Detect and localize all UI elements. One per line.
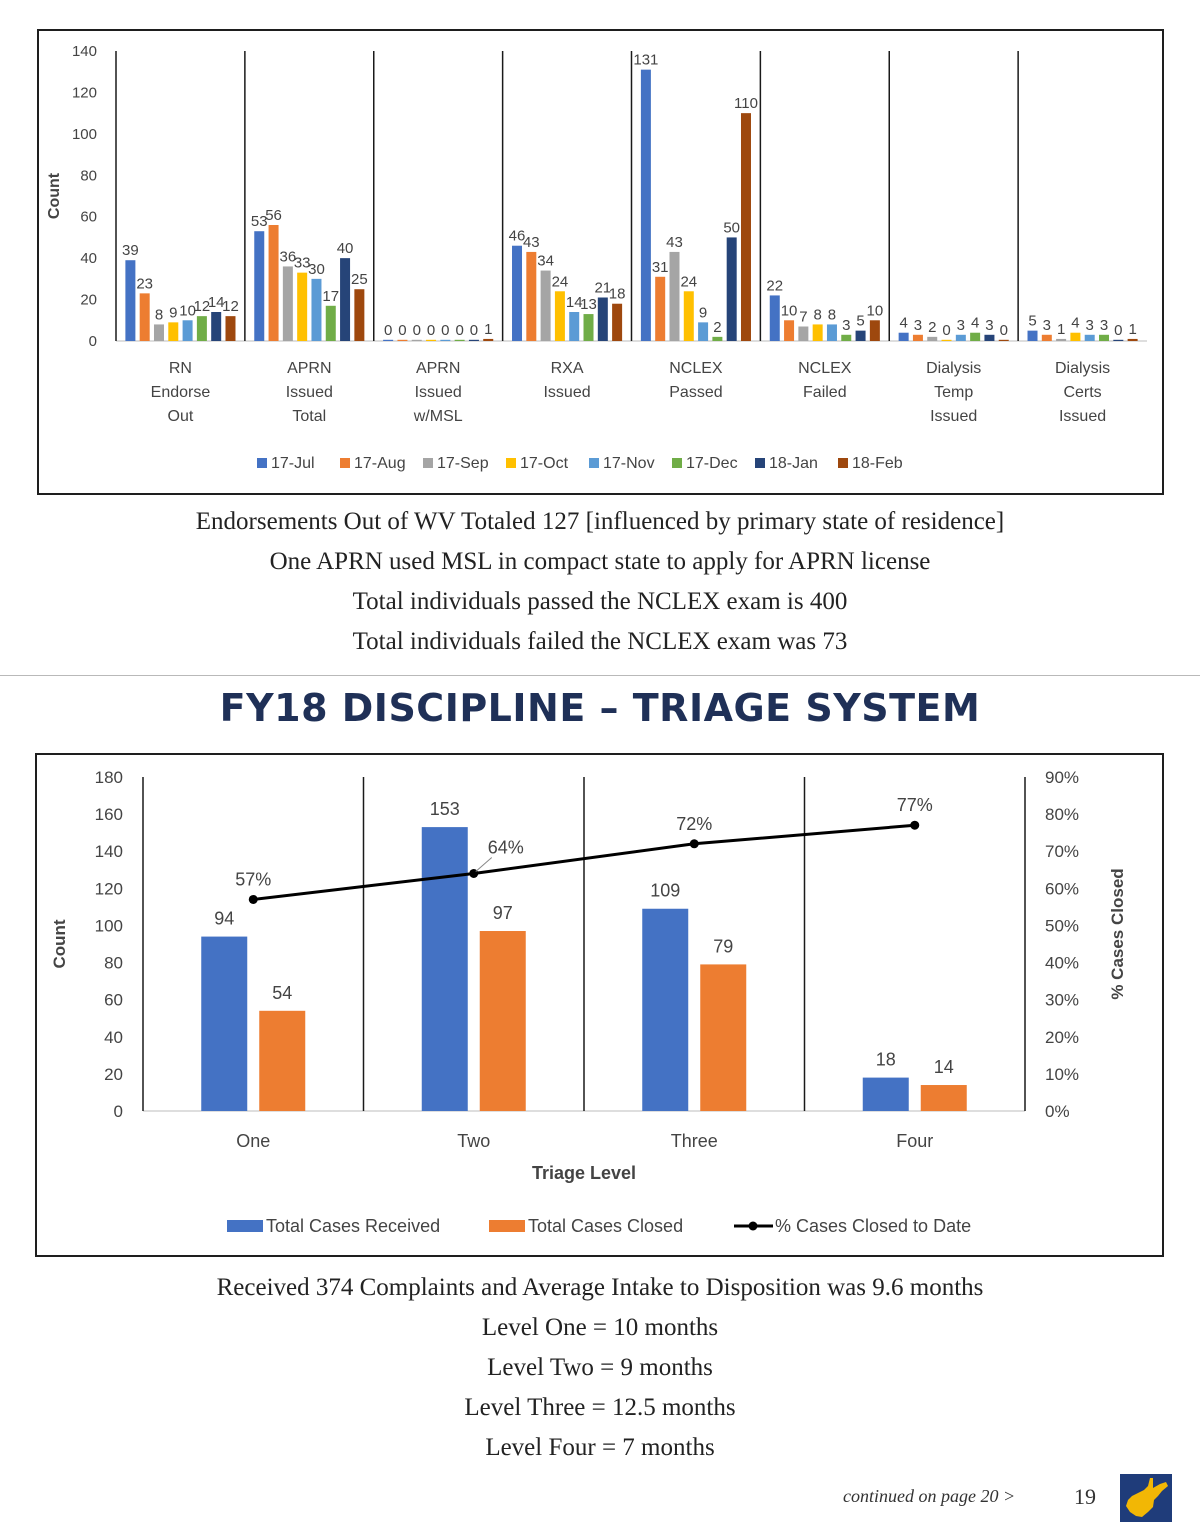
caption-nclex-failed: Total individuals failed the NCLEX exam was 73 <box>352 628 848 655</box>
data-label: 33 <box>293 254 311 272</box>
y2-tick-label: 20% <box>1045 1027 1080 1047</box>
pct-data-label: 64% <box>487 837 524 858</box>
data-label: 1 <box>1056 320 1066 338</box>
bar <box>455 340 465 341</box>
data-label: 0 <box>469 321 479 339</box>
data-label: 23 <box>136 275 154 293</box>
data-label: 1 <box>484 320 493 338</box>
legend-label: % Cases Closed to Date <box>775 1216 972 1236</box>
y-tick-label: 100 <box>94 916 123 936</box>
bar <box>512 246 522 341</box>
pct-data-label: 57% <box>235 869 272 890</box>
caption-endorsements: Endorsements Out of WV Totaled 127 [influenced by primary state of residence] <box>195 508 1005 535</box>
data-label: 8 <box>813 306 822 324</box>
y2-tick-label: 50% <box>1045 916 1080 936</box>
bar <box>397 340 407 341</box>
data-label: 0 <box>942 321 951 339</box>
legend-label: 17-Nov <box>603 455 655 472</box>
bar <box>1099 335 1109 341</box>
category-label: Two <box>457 1131 491 1151</box>
data-label: 2 <box>928 318 937 336</box>
data-label: 36 <box>279 248 297 266</box>
bar <box>354 289 364 341</box>
caption-level-one: Level One = 10 months <box>481 1314 719 1341</box>
bar <box>183 320 193 341</box>
data-label: 153 <box>429 799 460 820</box>
page-number: 19 <box>1074 1484 1096 1509</box>
bar <box>641 70 651 341</box>
data-label: 0 <box>426 321 436 339</box>
bar <box>483 339 493 341</box>
data-label: 0 <box>441 321 450 339</box>
pct-closed-point <box>910 821 919 830</box>
bar <box>211 312 221 341</box>
caption-level-four: Level Four = 7 months <box>485 1434 715 1461</box>
bar <box>655 277 665 341</box>
data-label: 4 <box>1071 314 1080 332</box>
bar <box>225 316 235 341</box>
bar <box>612 304 622 341</box>
licensure-chart-svg <box>39 31 1162 493</box>
category-label: w/MSL <box>413 408 463 425</box>
data-label: 110 <box>734 95 758 113</box>
data-label: 5 <box>856 312 865 330</box>
y-tick-label: 40 <box>104 1027 123 1047</box>
data-label: 31 <box>651 258 669 276</box>
triage-chart <box>35 753 1164 1257</box>
bar <box>1113 340 1123 341</box>
category-label: RN <box>168 360 192 377</box>
bar <box>340 258 350 341</box>
bar <box>942 340 952 341</box>
data-label: 3 <box>985 316 994 334</box>
y2-tick-label: 90% <box>1045 768 1080 787</box>
category-label: NCLEX <box>669 360 723 377</box>
y-tick-label: 120 <box>94 879 123 899</box>
data-label: 30 <box>308 260 325 278</box>
y-tick-label: 0 <box>113 1102 123 1121</box>
data-label: 12 <box>193 298 211 316</box>
bar <box>712 337 722 341</box>
bar <box>863 1078 909 1111</box>
data-label: 43 <box>666 233 683 251</box>
legend-swatch <box>838 458 848 468</box>
pct-closed-point <box>690 839 699 848</box>
data-label: 43 <box>522 233 540 251</box>
bar <box>642 909 688 1111</box>
bar <box>569 312 579 341</box>
bar <box>201 937 247 1111</box>
category-label: Four <box>896 1131 934 1151</box>
data-label: 7 <box>799 308 808 326</box>
data-label: 94 <box>214 908 235 929</box>
data-label: 3 <box>913 316 923 334</box>
bar <box>999 340 1009 341</box>
data-label: 10 <box>179 302 196 320</box>
data-label: 56 <box>265 207 282 224</box>
pct-closed-point <box>249 895 258 904</box>
legend-label: 17-Jul <box>271 455 315 472</box>
bar <box>741 113 751 341</box>
y2-tick-label: 70% <box>1045 842 1080 862</box>
x-axis-title: Triage Level <box>531 1163 637 1183</box>
data-label: 1 <box>1128 320 1137 338</box>
bar <box>526 252 536 341</box>
category-label: Total <box>292 408 327 425</box>
caption-level-three: Level Three = 12.5 months <box>464 1394 736 1421</box>
section-divider <box>0 675 1200 676</box>
data-label: 14 <box>207 294 225 311</box>
y2-tick-label: 60% <box>1045 879 1080 899</box>
bar <box>770 295 780 341</box>
bar <box>259 1011 305 1111</box>
category-label: Temp <box>934 384 974 401</box>
bar <box>598 298 608 342</box>
data-label: 12 <box>222 298 239 316</box>
data-label: 22 <box>766 277 784 295</box>
bar <box>422 827 468 1111</box>
y-tick-label: 120 <box>71 84 97 102</box>
bar <box>1070 333 1080 341</box>
legend-label: Total Cases Received <box>266 1216 441 1236</box>
bar <box>168 322 178 341</box>
y-tick-label: 60 <box>80 208 97 226</box>
data-label: 9 <box>698 304 708 322</box>
y-tick-label: 20 <box>80 291 97 309</box>
caption-block-1 <box>0 502 1200 662</box>
data-label: 10 <box>866 302 884 320</box>
y-tick-label: 80 <box>80 167 97 185</box>
bar <box>727 237 737 341</box>
data-label: 2 <box>713 318 722 336</box>
category-label: Three <box>670 1131 718 1151</box>
bar <box>254 231 264 341</box>
data-label: 0 <box>1114 321 1123 339</box>
bar <box>269 225 279 341</box>
legend-swatch <box>340 458 350 468</box>
data-label: 10 <box>780 302 798 320</box>
category-label: APRN <box>415 360 461 377</box>
legend-swatch <box>589 458 599 468</box>
bar <box>1028 331 1038 341</box>
bar <box>798 327 808 342</box>
bar <box>1085 335 1095 341</box>
category-label: Endorse <box>150 384 211 401</box>
caption-block-2 <box>0 1268 1200 1468</box>
category-label: Failed <box>803 384 847 401</box>
data-label: 97 <box>492 903 513 924</box>
y2-tick-label: 30% <box>1045 990 1080 1010</box>
category-label: RXA <box>550 360 584 377</box>
caption-nclex-passed: Total individuals passed the NCLEX exam is 400 <box>352 588 848 615</box>
bar <box>870 320 880 341</box>
data-label: 3 <box>956 316 966 334</box>
y2-tick-label: 40% <box>1045 953 1080 973</box>
bar <box>927 337 937 341</box>
category-label: Issued <box>543 384 591 401</box>
bar <box>297 273 307 341</box>
bar <box>1128 339 1138 341</box>
bar <box>584 314 594 341</box>
legend-swatch <box>257 458 267 468</box>
data-label: 0 <box>383 321 393 339</box>
bar <box>541 271 551 341</box>
data-label: 13 <box>580 296 597 314</box>
data-label: 18 <box>875 1049 896 1070</box>
legend-label: Total Cases Closed <box>528 1216 684 1236</box>
bar <box>698 322 708 341</box>
legend-line-marker <box>749 1222 758 1231</box>
legend-swatch <box>227 1220 263 1232</box>
continued-link[interactable]: continued on page 20 > <box>843 1486 1016 1506</box>
y-tick-label: 100 <box>71 125 97 143</box>
data-label: 3 <box>842 316 851 334</box>
bar <box>684 291 694 341</box>
data-label: 0 <box>455 321 464 339</box>
data-label: 24 <box>680 273 698 291</box>
bar <box>326 306 336 341</box>
y-tick-label: 40 <box>80 250 97 268</box>
bar <box>813 324 823 341</box>
data-label: 131 <box>633 51 659 69</box>
legend-label: 17-Oct <box>520 455 569 472</box>
category-label: Issued <box>930 408 978 425</box>
bar <box>841 335 851 341</box>
y-tick-label: 20 <box>104 1064 123 1084</box>
bar <box>140 293 150 341</box>
data-label: 21 <box>594 279 612 297</box>
bar <box>700 964 746 1111</box>
legend-swatch <box>423 458 433 468</box>
bar <box>311 279 321 341</box>
bar <box>125 260 135 341</box>
bar <box>899 333 909 341</box>
bar <box>1042 335 1052 341</box>
category-label: Certs <box>1063 384 1102 401</box>
data-label: 54 <box>272 982 293 1003</box>
bar <box>956 335 966 341</box>
legend-label: 17-Dec <box>686 455 738 472</box>
y2-tick-label: 10% <box>1045 1064 1080 1084</box>
category-label: Out <box>167 408 194 425</box>
data-label: 9 <box>169 304 178 322</box>
category-label: NCLEX <box>798 360 852 377</box>
triage-chart-svg <box>37 755 1162 1255</box>
data-label: 8 <box>827 306 837 324</box>
bar <box>984 335 994 341</box>
y-tick-label: 180 <box>94 768 123 787</box>
pct-data-label: 77% <box>896 795 933 816</box>
bar <box>154 324 164 341</box>
legend-label: 17-Aug <box>354 455 406 472</box>
data-label: 46 <box>508 227 526 245</box>
data-label: 3 <box>1042 316 1051 334</box>
y-tick-label: 140 <box>94 842 123 862</box>
data-label: 50 <box>723 219 741 237</box>
data-label: 24 <box>551 273 569 291</box>
bar <box>197 316 207 341</box>
caption-level-two: Level Two = 9 months <box>487 1354 713 1381</box>
data-label: 3 <box>1099 316 1109 334</box>
y-tick-label: 60 <box>104 990 123 1010</box>
data-label: 14 <box>933 1057 954 1078</box>
legend-swatch <box>489 1220 525 1232</box>
y-tick-label: 140 <box>71 43 97 60</box>
bar <box>669 252 679 341</box>
data-label: 14 <box>565 294 583 311</box>
category-label: Dialysis <box>926 360 982 377</box>
data-label: 17 <box>322 287 340 305</box>
bar <box>856 331 866 341</box>
bar <box>1056 339 1066 341</box>
bar <box>913 335 923 341</box>
section-title: FY18 DISCIPLINE – TRIAGE SYSTEM <box>219 686 981 730</box>
legend-swatch <box>672 458 682 468</box>
y-axis-title: Count <box>46 172 63 220</box>
y2-tick-label: 0% <box>1045 1102 1070 1121</box>
category-label: Passed <box>669 384 723 401</box>
category-label: Dialysis <box>1055 360 1111 377</box>
category-label: Issued <box>285 384 333 401</box>
pct-data-label: 72% <box>676 813 713 834</box>
bar <box>469 340 479 341</box>
bar <box>921 1085 967 1111</box>
y-tick-label: 80 <box>104 953 123 973</box>
y2-axis-title: % Cases Closed <box>1108 868 1127 1000</box>
data-label: 39 <box>122 242 139 260</box>
data-label: 0 <box>398 321 407 339</box>
data-label: 18 <box>608 285 626 303</box>
y2-tick-label: 80% <box>1045 805 1080 825</box>
y-axis-title: Count <box>50 919 69 969</box>
bar <box>283 266 293 341</box>
bar <box>383 340 393 341</box>
licensure-chart <box>37 29 1164 495</box>
data-label: 3 <box>1085 316 1094 334</box>
data-label: 34 <box>537 252 554 270</box>
category-label: One <box>236 1131 271 1151</box>
data-label: 4 <box>970 314 980 332</box>
legend-label: 17-Sep <box>437 455 489 472</box>
category-label: APRN <box>287 360 332 377</box>
bar <box>827 324 837 341</box>
category-label: Issued <box>1058 408 1107 425</box>
data-label: 0 <box>999 321 1008 339</box>
caption-complaints: Received 374 Complaints and Average Intake to Disposition was 9.6 months <box>216 1274 984 1301</box>
data-label: 0 <box>412 321 421 339</box>
y-tick-label: 160 <box>94 805 123 825</box>
bar <box>426 340 436 341</box>
data-label: 53 <box>250 213 268 231</box>
legend-swatch <box>506 458 516 468</box>
bar <box>784 320 794 341</box>
data-label: 25 <box>351 271 368 289</box>
category-label: Issued <box>414 384 462 401</box>
data-label: 109 <box>650 880 681 901</box>
data-label: 79 <box>713 936 734 957</box>
data-label: 40 <box>336 240 354 258</box>
caption-aprn-msl: One APRN used MSL in compact state to apply for APRN license <box>269 548 931 575</box>
data-label-leader <box>476 857 492 871</box>
legend-swatch <box>755 458 765 468</box>
bar <box>412 340 422 341</box>
legend-label: 18-Jan <box>769 455 818 472</box>
bar <box>480 931 526 1111</box>
data-label: 8 <box>154 306 164 324</box>
bar <box>555 291 565 341</box>
bar <box>440 340 450 341</box>
data-label: 5 <box>1028 312 1037 330</box>
legend-label: 18-Feb <box>852 455 903 472</box>
bar <box>970 333 980 341</box>
data-label: 4 <box>899 314 908 332</box>
west-virginia-map-icon <box>1120 1474 1172 1522</box>
y-tick-label: 0 <box>88 333 97 350</box>
